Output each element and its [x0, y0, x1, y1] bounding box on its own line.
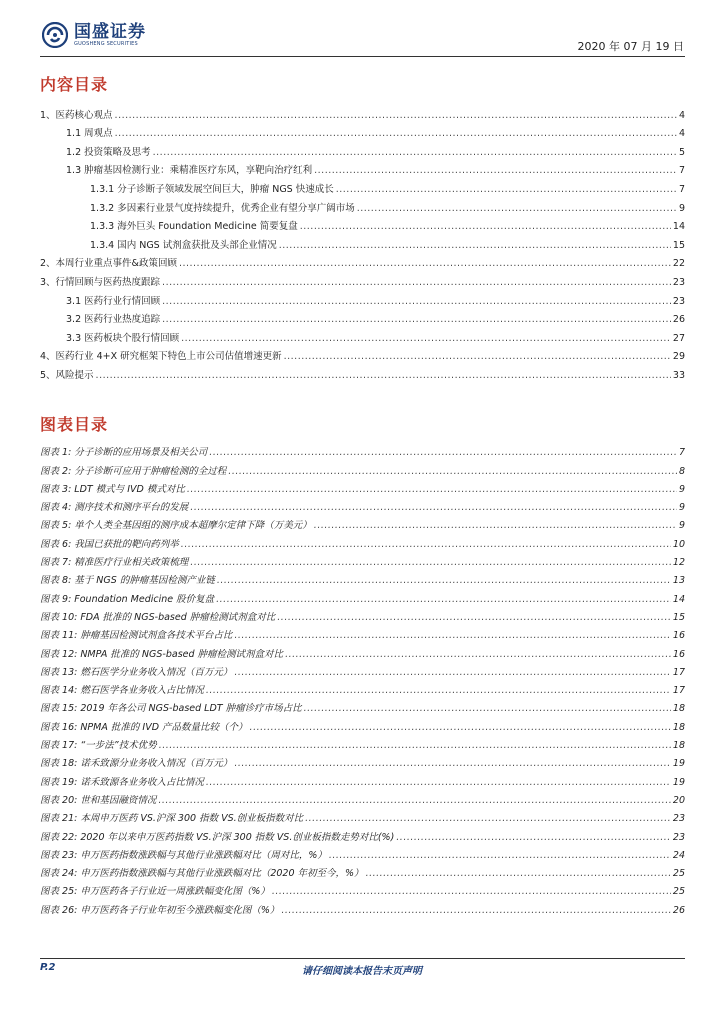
figure-entry[interactable] — [40, 898, 685, 916]
figure-entry[interactable] — [40, 459, 685, 477]
figure-entry-page: 13 — [672, 575, 685, 587]
figure-entry-page: 17 — [672, 685, 685, 697]
figure-entry-page: 18 — [672, 703, 685, 715]
report-date: 2020 年 07 月 19 日 — [577, 40, 684, 53]
figure-entry-page: 18 — [672, 740, 685, 752]
figure-entry-page: 10 — [672, 538, 685, 550]
toc-entry-page: 15 — [672, 239, 685, 251]
dot-leader — [285, 649, 671, 661]
dot-leader — [329, 850, 671, 862]
figure-entry-page: 23 — [672, 813, 685, 825]
figure-entry[interactable] — [40, 825, 685, 843]
toc-entry-title: 1.3.2 多因素行业景气度持续提升，优秀企业有望分享广阔市场 — [90, 202, 355, 214]
figure-entry-page: 26 — [672, 904, 685, 916]
figure-entry-title: 图表 23: 申万医药指数涨跌幅与其他行业涨跌幅对比（周对比，%） — [40, 849, 327, 861]
figure-entry[interactable] — [40, 478, 685, 496]
toc-entry-title: 5、风险提示 — [40, 369, 94, 381]
figure-entry-page: 9 — [678, 502, 685, 514]
page-header — [0, 0, 724, 62]
toc-entry[interactable] — [40, 159, 685, 178]
toc-entry-title: 3.1 医药行业行情回顾 — [66, 295, 161, 307]
dot-leader — [366, 868, 671, 880]
toc-entry-title: 1.2 投资策略及思考 — [66, 146, 151, 158]
toc-entry[interactable] — [40, 326, 685, 345]
dot-leader — [228, 466, 677, 478]
figure-entry-title: 图表 9: Foundation Medicine 股价复盘 — [40, 593, 215, 605]
toc-entry-title: 1.3.1 分子诊断子领域发展空间巨大，肿瘤 NGS 快速成长 — [90, 183, 334, 195]
toc-title: 内容目录 — [40, 75, 109, 94]
toc-entry[interactable] — [40, 289, 685, 308]
dot-leader — [314, 165, 677, 177]
figure-entry[interactable] — [40, 551, 685, 569]
figure-entry-page: 25 — [672, 886, 685, 898]
figure-entry-page: 7 — [678, 447, 685, 459]
figure-entry-title: 图表 16: NPMA 批准的 IVD 产品数量比较（个） — [40, 721, 248, 733]
figure-entry[interactable] — [40, 569, 685, 587]
figure-entry[interactable] — [40, 587, 685, 605]
toc-entry-title: 3.2 医药行业热度追踪 — [66, 314, 161, 326]
toc-entry[interactable] — [40, 103, 685, 122]
figure-entry[interactable] — [40, 496, 685, 514]
dot-leader — [115, 128, 677, 140]
toc-entry[interactable] — [40, 363, 685, 382]
toc-entry-page: 27 — [672, 332, 685, 344]
figure-entry-page: 15 — [672, 611, 685, 623]
dot-leader — [277, 612, 671, 624]
figure-entry[interactable] — [40, 789, 685, 807]
toc-entry-page: 9 — [678, 202, 685, 214]
logo-english-name: GUOSHENG SECURITIES — [74, 41, 138, 47]
dot-leader — [396, 832, 671, 844]
toc-entry-page: 23 — [672, 295, 685, 307]
dot-leader — [234, 758, 671, 770]
dot-leader — [279, 240, 671, 252]
dot-leader — [281, 905, 671, 917]
toc-entry[interactable] — [40, 270, 685, 289]
dot-leader — [158, 795, 671, 807]
figure-entry[interactable] — [40, 642, 685, 660]
figure-entry[interactable] — [40, 514, 685, 532]
toc-entry-page: 29 — [672, 351, 685, 363]
logo-emblem-icon — [42, 22, 68, 48]
dot-leader — [217, 575, 671, 587]
dot-leader — [250, 722, 671, 734]
figure-entry-title: 图表 15: 2019 年各公司 NGS-based LDT 肿瘤诊疗市场占比 — [40, 703, 302, 715]
figure-entry-page: 16 — [672, 630, 685, 642]
figure-entry[interactable] — [40, 606, 685, 624]
figure-entry-title: 图表 12: NMPA 批准的 NGS-based 肿瘤检测试剂盒对比 — [40, 648, 284, 660]
dot-leader — [336, 184, 677, 196]
figure-entry-title: 图表 7: 精准医疗行业相关政策梳理 — [40, 557, 189, 569]
figure-entry-page: 23 — [672, 831, 685, 843]
figure-entry-title: 图表 24: 申万医药指数涨跌幅与其他行业涨跌幅对比（2020 年初至今，%） — [40, 868, 364, 880]
toc-entry-page: 5 — [678, 146, 685, 158]
dot-leader — [314, 520, 677, 532]
figure-entry-page: 25 — [672, 868, 685, 880]
toc-entry[interactable] — [40, 308, 685, 327]
toc-entry-page: 14 — [672, 221, 685, 233]
toc-entry-page: 7 — [678, 183, 685, 195]
figure-entry[interactable] — [40, 715, 685, 733]
figure-entry-title: 图表 20: 世和基因融资情况 — [40, 794, 157, 806]
page-number: P.2 — [40, 962, 56, 973]
toc-entry-title: 3、行情回顾与医药热度跟踪 — [40, 276, 161, 288]
dot-leader — [181, 333, 671, 345]
toc-entry-page: 7 — [678, 165, 685, 177]
figure-entry[interactable] — [40, 807, 685, 825]
dot-leader — [234, 667, 671, 679]
figure-entry-title: 图表 18: 诺禾致源分业务收入情况（百万元） — [40, 758, 233, 770]
figure-entry-title: 图表 8: 基于 NGS 的肿瘤基因检测产业链 — [40, 575, 215, 587]
figure-entry-page: 20 — [672, 794, 685, 806]
figure-entry-title: 图表 22: 2020 年以来申万医药指数 VS.沪深 300 指数 VS.创业板指数走势对比(%) — [40, 831, 395, 843]
dot-leader — [115, 110, 677, 122]
figure-entry[interactable] — [40, 697, 685, 715]
figure-entry[interactable] — [40, 862, 685, 880]
table-of-contents — [40, 103, 685, 382]
list-of-figures — [40, 441, 685, 917]
dot-leader — [96, 370, 671, 382]
figure-entry-title: 图表 4: 测序技术和测序平台的发展 — [40, 502, 189, 514]
toc-entry[interactable] — [40, 252, 685, 271]
dot-leader — [357, 203, 677, 215]
figure-entry-title: 图表 3: LDT 模式与 IVD 模式对比 — [40, 483, 185, 495]
figure-entry[interactable] — [40, 844, 685, 862]
figure-entry[interactable] — [40, 770, 685, 788]
toc-entry-page: 23 — [672, 276, 685, 288]
figure-entry[interactable] — [40, 441, 685, 459]
toc-entry[interactable] — [40, 140, 685, 159]
dot-leader — [305, 813, 671, 825]
dot-leader — [304, 703, 671, 715]
toc-entry-page: 4 — [678, 128, 685, 140]
figure-entry-title: 图表 21: 本周申万医药 VS.沪深 300 指数 VS.创业板指数对比 — [40, 813, 304, 825]
toc-entry[interactable] — [40, 177, 685, 196]
figure-entry[interactable] — [40, 679, 685, 697]
figure-entry-title: 图表 2: 分子诊断可应用于肿瘤检测的全过程 — [40, 465, 227, 477]
figure-entry-page: 18 — [672, 721, 685, 733]
dot-leader — [216, 594, 671, 606]
dot-leader — [162, 277, 671, 289]
footer-disclaimer: 请仔细阅读本报告末页声明 — [302, 966, 422, 977]
toc-entry[interactable] — [40, 233, 685, 252]
dot-leader — [284, 351, 671, 363]
dot-leader — [179, 258, 671, 270]
dot-leader — [190, 502, 677, 514]
dot-leader — [300, 221, 671, 233]
toc-entry-page: 33 — [672, 369, 685, 381]
figure-entry-title: 图表 25: 申万医药各子行业近一周涨跌幅变化图（%） — [40, 886, 270, 898]
dot-leader — [159, 740, 671, 752]
figure-entry-page: 17 — [672, 666, 685, 678]
toc-entry-page: 22 — [672, 258, 685, 270]
figure-entry-page: 14 — [672, 593, 685, 605]
toc-entry-title: 1.3.3 海外巨头 Foundation Medicine 简要复盘 — [90, 221, 298, 233]
footer-divider — [40, 958, 685, 959]
toc-entry[interactable] — [40, 345, 685, 364]
figure-entry[interactable] — [40, 734, 685, 752]
dot-leader — [181, 539, 671, 551]
dot-leader — [272, 886, 671, 898]
figure-entry-page: 8 — [678, 465, 685, 477]
figures-title: 图表目录 — [40, 415, 109, 434]
toc-entry-title: 1.1 周观点 — [66, 128, 113, 140]
toc-entry-title: 2、本周行业重点事件&政策回顾 — [40, 258, 177, 270]
toc-entry-title: 1.3.4 国内 NGS 试剂盒获批及头部企业情况 — [90, 239, 277, 251]
figure-entry-title: 图表 17: “一步法”技术优势 — [40, 740, 157, 752]
toc-entry[interactable] — [40, 122, 685, 141]
figure-entry-title: 图表 5: 单个人类全基因组的测序成本超摩尔定律下降（万美元） — [40, 520, 312, 532]
dot-leader — [206, 685, 671, 697]
dot-leader — [162, 296, 671, 308]
logo-chinese-name: 国盛证券 — [74, 22, 146, 42]
figure-entry-title: 图表 19: 诺禾致源各业务收入占比情况 — [40, 776, 204, 788]
company-logo — [42, 22, 146, 48]
figure-entry[interactable] — [40, 661, 685, 679]
dot-leader — [153, 147, 677, 159]
figure-entry-page: 12 — [672, 557, 685, 569]
figure-entry[interactable] — [40, 532, 685, 550]
figure-entry-title: 图表 10: FDA 批准的 NGS-based 肿瘤检测试剂盒对比 — [40, 611, 276, 623]
figure-entry-title: 图表 1: 分子诊断的应用场景及相关公司 — [40, 447, 208, 459]
figure-entry-page: 19 — [672, 776, 685, 788]
toc-entry-title: 3.3 医药板块个股行情回顾 — [66, 332, 180, 344]
toc-entry-title: 4、医药行业 4+X 研究框架下特色上市公司估值增速更新 — [40, 351, 282, 363]
figure-entry[interactable] — [40, 880, 685, 898]
toc-entry-page: 4 — [678, 109, 685, 121]
figure-entry-page: 9 — [678, 520, 685, 532]
toc-entry-page: 26 — [672, 314, 685, 326]
toc-entry-title: 1、医药核心观点 — [40, 109, 113, 121]
toc-entry[interactable] — [40, 196, 685, 215]
dot-leader — [162, 314, 671, 326]
figure-entry-title: 图表 26: 申万医药各子行业年初至今涨跌幅变化图（%） — [40, 904, 280, 916]
figure-entry-page: 19 — [672, 758, 685, 770]
dot-leader — [234, 630, 671, 642]
dot-leader — [206, 777, 671, 789]
figure-entry-page: 16 — [672, 648, 685, 660]
figure-entry[interactable] — [40, 624, 685, 642]
figure-entry-title: 图表 6: 我国已获批的靶向药列举 — [40, 538, 179, 550]
figure-entry-title: 图表 14: 燃石医学各业务收入占比情况 — [40, 685, 204, 697]
dot-leader — [187, 484, 677, 496]
figure-entry-title: 图表 13: 燃石医学分业务收入情况（百万元） — [40, 666, 233, 678]
toc-entry[interactable] — [40, 215, 685, 234]
toc-entry-title: 1.3 肿瘤基因检测行业：乘精准医疗东风，享靶向治疗红利 — [66, 165, 313, 177]
header-divider — [40, 56, 685, 57]
figure-entry-title: 图表 11: 肿瘤基因检测试剂盒各技术平台占比 — [40, 630, 233, 642]
dot-leader — [209, 447, 677, 459]
dot-leader — [190, 557, 671, 569]
figure-entry-page: 9 — [678, 483, 685, 495]
figure-entry[interactable] — [40, 752, 685, 770]
figure-entry-page: 24 — [672, 849, 685, 861]
